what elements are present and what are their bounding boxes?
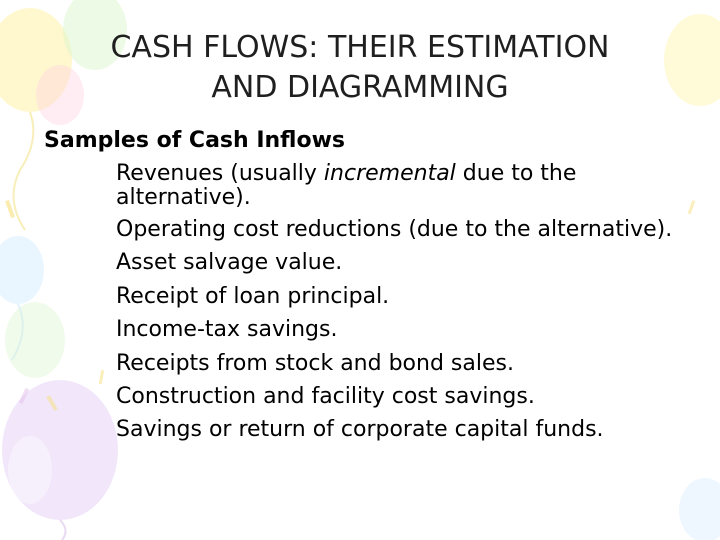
emphasis-text: incremental — [323, 161, 456, 186]
section-heading: Samples of Cash Inflows — [44, 128, 346, 153]
list-item-text: due to the alternative). — [116, 161, 577, 210]
list-item: Receipts from stock and bond sales. — [116, 350, 514, 376]
list-item: Income-tax savings. — [116, 317, 338, 342]
slide-title — [0, 28, 720, 108]
list-item-text: Revenues (usually — [116, 161, 324, 186]
balloon-decoration — [679, 478, 720, 540]
balloon-decoration — [5, 302, 65, 378]
title-line-2: AND DIAGRAMMING — [211, 70, 509, 105]
list-item: Construction and facility cost savings. — [116, 384, 535, 409]
list-item: Receipt of loan principal. — [116, 283, 390, 309]
list-item — [116, 162, 676, 210]
inflow-list — [116, 162, 676, 450]
balloon-decoration — [0, 236, 44, 304]
title-line-1: CASH FLOWS: THEIR ESTIMATION — [110, 30, 610, 65]
list-item: Asset salvage value. — [116, 250, 343, 275]
balloon-string — [14, 112, 34, 230]
balloon-decoration — [8, 436, 52, 504]
confetti — [688, 200, 696, 214]
balloon-string — [60, 520, 66, 540]
list-item: Operating cost reductions (due to the alternative). — [116, 217, 673, 242]
confetti — [99, 370, 104, 384]
list-item: Savings or return of corporate capital funds. — [116, 416, 604, 442]
